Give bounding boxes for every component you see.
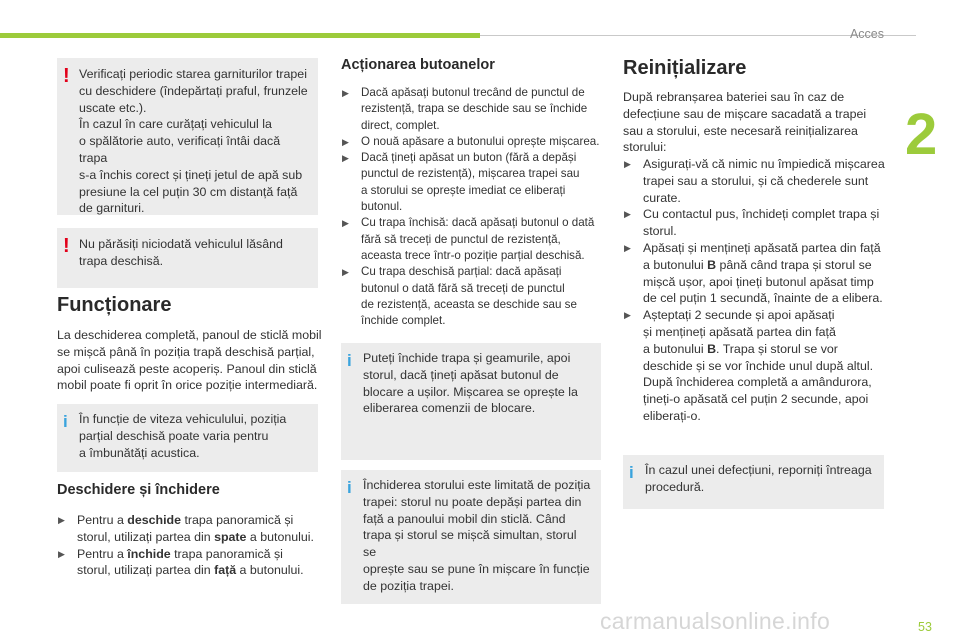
arrow-icon: ▶: [342, 153, 349, 164]
warning-icon: !: [63, 235, 70, 257]
info-text: Puteți închide trapa și geamurile, apoi storul, dacă țineți apăsat butonul de blocare a ușilor. Mișcarea se oprește la eliberarea comenzii de blocare.: [363, 351, 578, 416]
warning-text: Nu părăsiți niciodată vehiculul lăsând trapa deschisă.: [79, 237, 283, 268]
arrow-icon: ▶: [58, 548, 65, 559]
subheading-buttons: Acționarea butoanelor: [341, 57, 495, 73]
list-item: ▶ Cu trapa închisă: dacă apăsați butonul o dată fără să treceți de punctul de rezistență, aceasta trece într-o poziție parțial deschisă.: [342, 216, 595, 262]
section-heading-reinitializare: Reinițializare: [623, 57, 747, 79]
arrow-icon: ▶: [624, 209, 631, 220]
list-item: ▶ Dacă apăsați butonul trecând de punctul de rezistență, trapa se deschide sau se închide direct, complet.: [342, 86, 588, 132]
warning-text: Verificați periodic starea garniturilor trapei cu deschidere (îndepărtați praful, frunzele uscate etc.). În cazul în care curățați vehiculul la o spălătorie auto, verificați întâi dacă trapa s-a închis corect și țineți jetul de apă sub presiune la cel puțin 30 cm distanță față de garnituri.: [79, 67, 308, 216]
info-icon: i: [629, 463, 634, 482]
arrow-icon: ▶: [342, 136, 349, 147]
info-box-blind-limit: [341, 470, 601, 604]
info-text: Închiderea storului este limitată de poziția trapei: storul nu poate depăși partea din față a panoului mobil din sticlă. Când trapa și storul se mișcă simultan, storul se oprește sau se pune în mișcare în funcție de poziția trapei.: [363, 478, 591, 593]
info-text: În funcție de viteza vehiculului, poziția parțial deschisă poate varia pentru a îmbunătăți acustica.: [79, 412, 287, 460]
list-item: ▶ Cu contactul pus, închideți complet trapa și storul.: [624, 207, 880, 239]
list-item: ▶ Asigurați-vă că nimic nu împiedică mișcarea trapei sau a storului, și că chederele sunt curate.: [624, 157, 885, 205]
list-item: ▶ Cu trapa deschisă parțial: dacă apăsați butonul o dată fără să treceți de punctul de rezistență, aceasta se deschide sau se închide complet.: [342, 265, 577, 328]
info-icon: i: [347, 351, 352, 370]
warning-icon: !: [63, 65, 70, 87]
info-box-speed: [57, 404, 318, 472]
reinit-list: [623, 156, 895, 425]
arrow-icon: ▶: [624, 242, 631, 253]
warning-box-open-roof: [57, 228, 318, 288]
list-item: ▶ Dacă țineți apăsat un buton (fără a depăși punctul de rezistență), mișcarea trapei sau a storului se oprește imediat ce eliberați butonul.: [342, 151, 580, 214]
arrow-icon: ▶: [624, 310, 631, 321]
list-item: ▶ O nouă apăsare a butonului oprește mișcarea.: [341, 134, 606, 150]
buttons-list: [341, 85, 606, 329]
info-icon: i: [347, 478, 352, 497]
arrow-icon: ▶: [342, 88, 349, 98]
list-item: ▶ Apăsați și mențineți apăsată partea din față a butonului B până când trapa și storul se mișcă ușor, apoi țineți butonul apăsat timp de cel puțin 1 secundă, înainte de a elibera.: [624, 240, 883, 306]
subheading-open-close: Deschidere și închidere: [57, 482, 220, 498]
info-icon: i: [63, 412, 68, 431]
page-number: 53: [918, 620, 932, 634]
arrow-icon: ▶: [58, 515, 65, 525]
arrow-icon: ▶: [624, 159, 631, 169]
reinit-intro: După rebranșarea bateriei sau în caz de defecțiune sau de mișcare sacadată a trapei sau a storului, este necesară reinițializarea storului:: [623, 90, 867, 155]
warning-box-seals: [57, 58, 318, 215]
info-box-lock-close: [341, 343, 601, 460]
header-accent-bar: [0, 33, 480, 38]
chapter-number: 2: [905, 102, 938, 167]
arrow-icon: ▶: [342, 218, 349, 229]
list-item: ▶ Așteptați 2 secunde și apoi apăsați și mențineți apăsată partea din față a butonului B. Trapa și storul se vor deschide și se vor închide unul după altul. După închiderea completă a amândurora, țineți-o apăsată cel puțin 2 secunde, apoi eliberați-o.: [624, 308, 874, 423]
section-title: Acces: [849, 27, 884, 41]
functionare-intro: La deschiderea completă, panoul de sticlă mobil se mișcă până în poziția trapă deschisă parțial, apoi culisează peste acoperiș. Panoul din sticlă mobil poate fi oprit în orice poziție intermediară.: [57, 328, 322, 393]
arrow-icon: ▶: [342, 267, 349, 278]
section-heading-functionare: Funcționare: [57, 294, 172, 316]
list-item: ▶ Pentru a închide trapa panoramică și storul, utilizați partea din față a butonului.: [58, 546, 304, 578]
list-item: ▶ Pentru a deschide trapa panoramică și storul, utilizați partea din spate a butonului.: [58, 513, 314, 544]
watermark: carmanualsonline.info: [600, 608, 831, 634]
info-text: În cazul unei defecțiuni, reporniți întreaga procedură.: [645, 463, 872, 494]
info-box-restart: [623, 455, 884, 509]
open-close-list: [57, 512, 327, 579]
